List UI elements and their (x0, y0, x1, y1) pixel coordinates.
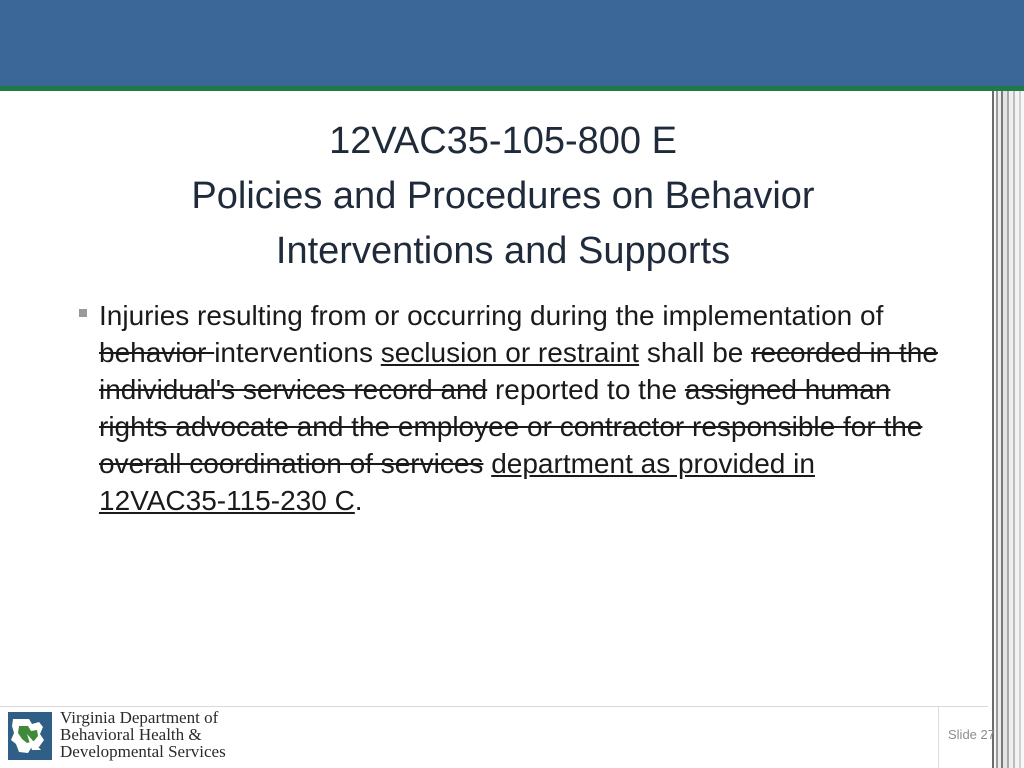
slide-title (80, 114, 926, 279)
text-segment: Injuries resulting from or occurring during the implementation of (99, 300, 884, 331)
square-bullet-icon (79, 309, 87, 317)
deleted-text-segment: assigned human rights advocate and the employee or contractor responsible for the overall coordination of services (99, 374, 923, 479)
footer-divider (0, 706, 988, 707)
title-line: Interventions and Supports (275, 230, 731, 272)
org-name-line: Behavioral Health & (60, 725, 202, 744)
inserted-text-segment: department as provided in 12VAC35-115-230 C (99, 448, 815, 516)
dbhds-logo-icon (8, 712, 52, 760)
bullet-item (79, 297, 949, 519)
inserted-text-segment: seclusion or restraint (380, 337, 640, 368)
org-name-line: Virginia Department of (60, 708, 219, 727)
footer-separator (938, 706, 939, 768)
slide-number: Slide 27 (948, 727, 995, 742)
title-line: Policies and Procedures on Behavior (191, 175, 815, 217)
slide-body (79, 297, 949, 519)
organization-name (60, 709, 226, 760)
header-bar (0, 0, 1024, 86)
text-segment: shall be (639, 337, 752, 368)
text-segment: interventions (214, 337, 381, 368)
deleted-text-segment: behavior (99, 337, 215, 368)
title-line: 12VAC35-105-800 E (329, 120, 677, 162)
text-segment: reported to the (487, 374, 685, 405)
bullet-text (99, 297, 941, 519)
right-edge-decoration (988, 91, 1024, 768)
header-accent-rule (0, 86, 1024, 91)
org-name-line: Developmental Services (60, 742, 226, 761)
deleted-text-segment: recorded in the individual's services record and (99, 337, 938, 405)
text-segment: . (354, 485, 363, 516)
